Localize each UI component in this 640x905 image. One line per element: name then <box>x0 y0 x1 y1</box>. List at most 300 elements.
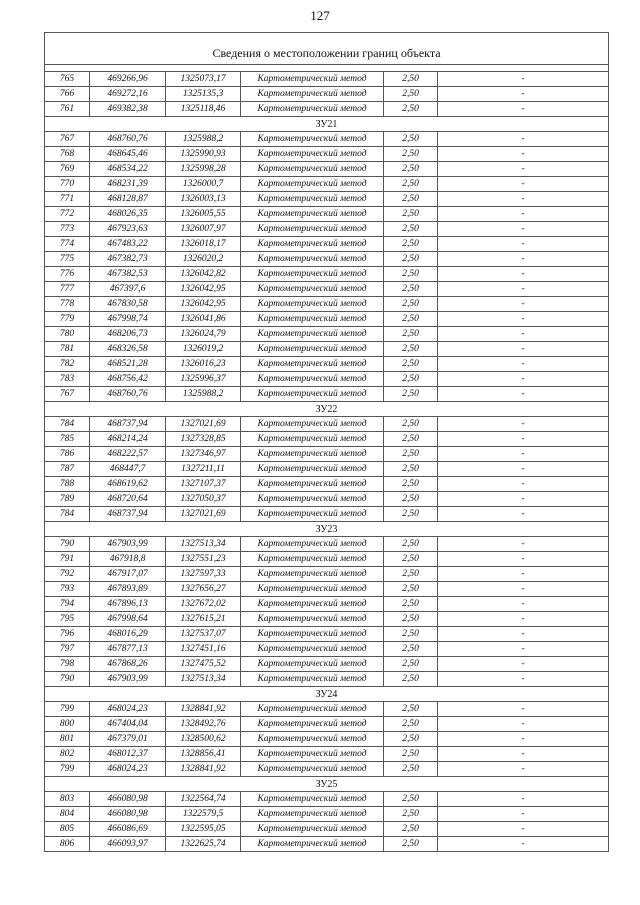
method-cell: Картометрический метод <box>241 207 384 222</box>
y-coordinate-cell: 1322595,05 <box>166 822 241 837</box>
y-coordinate-cell: 1327656,27 <box>166 582 241 597</box>
x-coordinate-cell: 467404,04 <box>90 717 166 732</box>
point-number-cell: 777 <box>45 282 90 297</box>
point-number-cell: 790 <box>45 672 90 687</box>
accuracy-cell: 2,50 <box>384 252 438 267</box>
method-cell: Картометрический метод <box>241 177 384 192</box>
y-coordinate-cell: 1325988,2 <box>166 132 241 147</box>
table-row <box>45 372 609 387</box>
description-cell: - <box>438 267 609 282</box>
table-row <box>45 747 609 762</box>
y-coordinate-cell: 1325118,46 <box>166 102 241 117</box>
description-cell: - <box>438 717 609 732</box>
point-number-cell: 766 <box>45 87 90 102</box>
description-cell: - <box>438 72 609 87</box>
x-coordinate-cell: 467379,01 <box>90 732 166 747</box>
point-number-cell: 776 <box>45 267 90 282</box>
accuracy-cell: 2,50 <box>384 207 438 222</box>
table-row <box>45 717 609 732</box>
method-cell: Картометрический метод <box>241 537 384 552</box>
x-coordinate-cell: 468720,64 <box>90 492 166 507</box>
x-coordinate-cell: 468222,57 <box>90 447 166 462</box>
table-row <box>45 702 609 717</box>
x-coordinate-cell: 467382,73 <box>90 252 166 267</box>
x-coordinate-cell: 468447,7 <box>90 462 166 477</box>
description-cell: - <box>438 582 609 597</box>
table-row <box>45 657 609 672</box>
y-coordinate-cell: 1327346,97 <box>166 447 241 462</box>
description-cell: - <box>438 507 609 522</box>
y-coordinate-cell: 1327672,02 <box>166 597 241 612</box>
method-cell: Картометрический метод <box>241 462 384 477</box>
method-cell: Картометрический метод <box>241 792 384 807</box>
y-coordinate-cell: 1326005,55 <box>166 207 241 222</box>
x-coordinate-cell: 467998,74 <box>90 312 166 327</box>
x-coordinate-cell: 467877,13 <box>90 642 166 657</box>
table-row <box>45 477 609 492</box>
method-cell: Картометрический метод <box>241 372 384 387</box>
x-coordinate-cell: 468737,94 <box>90 507 166 522</box>
description-cell: - <box>438 537 609 552</box>
method-cell: Картометрический метод <box>241 717 384 732</box>
y-coordinate-cell: 1327597,33 <box>166 567 241 582</box>
description-cell: - <box>438 147 609 162</box>
accuracy-cell: 2,50 <box>384 747 438 762</box>
table-row <box>45 72 609 87</box>
table-row <box>45 327 609 342</box>
method-cell: Картометрический метод <box>241 132 384 147</box>
accuracy-cell: 2,50 <box>384 462 438 477</box>
method-cell: Картометрический метод <box>241 252 384 267</box>
description-cell: - <box>438 837 609 852</box>
table-row <box>45 417 609 432</box>
method-cell: Картометрический метод <box>241 357 384 372</box>
table-row <box>45 762 609 777</box>
accuracy-cell: 2,50 <box>384 387 438 402</box>
description-cell: - <box>438 207 609 222</box>
accuracy-cell: 2,50 <box>384 657 438 672</box>
description-cell: - <box>438 492 609 507</box>
table-row <box>45 567 609 582</box>
y-coordinate-cell: 1327451,16 <box>166 642 241 657</box>
group-header-row <box>45 402 609 417</box>
accuracy-cell: 2,50 <box>384 297 438 312</box>
point-number-cell: 791 <box>45 552 90 567</box>
point-number-cell: 765 <box>45 72 90 87</box>
table-row <box>45 447 609 462</box>
x-coordinate-cell: 467903,99 <box>90 672 166 687</box>
description-cell: - <box>438 462 609 477</box>
point-number-cell: 771 <box>45 192 90 207</box>
description-cell: - <box>438 327 609 342</box>
point-number-cell: 798 <box>45 657 90 672</box>
accuracy-cell: 2,50 <box>384 192 438 207</box>
point-number-cell: 788 <box>45 477 90 492</box>
table-row <box>45 582 609 597</box>
y-coordinate-cell: 1327513,34 <box>166 537 241 552</box>
accuracy-cell: 2,50 <box>384 672 438 687</box>
description-cell: - <box>438 357 609 372</box>
x-coordinate-cell: 466080,98 <box>90 807 166 822</box>
method-cell: Картометрический метод <box>241 657 384 672</box>
accuracy-cell: 2,50 <box>384 717 438 732</box>
point-number-cell: 772 <box>45 207 90 222</box>
description-cell: - <box>438 282 609 297</box>
table-row <box>45 282 609 297</box>
x-coordinate-cell: 469272,16 <box>90 87 166 102</box>
method-cell: Картометрический метод <box>241 612 384 627</box>
accuracy-cell: 2,50 <box>384 282 438 297</box>
boundary-coordinates-table <box>44 32 609 852</box>
x-coordinate-cell: 467998,64 <box>90 612 166 627</box>
point-number-cell: 786 <box>45 447 90 462</box>
method-cell: Картометрический метод <box>241 282 384 297</box>
description-cell: - <box>438 732 609 747</box>
description-cell: - <box>438 642 609 657</box>
point-number-cell: 800 <box>45 717 90 732</box>
accuracy-cell: 2,50 <box>384 807 438 822</box>
point-number-cell: 778 <box>45 297 90 312</box>
method-cell: Картометрический метод <box>241 297 384 312</box>
point-number-cell: 785 <box>45 432 90 447</box>
x-coordinate-cell: 467868,26 <box>90 657 166 672</box>
point-number-cell: 767 <box>45 132 90 147</box>
table-row <box>45 612 609 627</box>
point-number-cell: 796 <box>45 627 90 642</box>
y-coordinate-cell: 1327328,85 <box>166 432 241 447</box>
y-coordinate-cell: 1327537,07 <box>166 627 241 642</box>
description-cell: - <box>438 417 609 432</box>
description-cell: - <box>438 762 609 777</box>
point-number-cell: 770 <box>45 177 90 192</box>
table-row <box>45 132 609 147</box>
method-cell: Картометрический метод <box>241 417 384 432</box>
description-cell: - <box>438 252 609 267</box>
method-cell: Картометрический метод <box>241 447 384 462</box>
table-row <box>45 507 609 522</box>
point-number-cell: 802 <box>45 747 90 762</box>
point-number-cell: 784 <box>45 417 90 432</box>
x-coordinate-cell: 468231,39 <box>90 177 166 192</box>
table-row <box>45 807 609 822</box>
y-coordinate-cell: 1326042,82 <box>166 267 241 282</box>
point-number-cell: 780 <box>45 327 90 342</box>
y-coordinate-cell: 1325073,17 <box>166 72 241 87</box>
group-label: ЗУ24 <box>45 687 609 702</box>
group-label: ЗУ22 <box>45 402 609 417</box>
group-header-row <box>45 687 609 702</box>
method-cell: Картометрический метод <box>241 807 384 822</box>
y-coordinate-cell: 1328856,41 <box>166 747 241 762</box>
y-coordinate-cell: 1325135,3 <box>166 87 241 102</box>
point-number-cell: 761 <box>45 102 90 117</box>
method-cell: Картометрический метод <box>241 312 384 327</box>
accuracy-cell: 2,50 <box>384 627 438 642</box>
description-cell: - <box>438 807 609 822</box>
x-coordinate-cell: 468012,37 <box>90 747 166 762</box>
table-row <box>45 432 609 447</box>
method-cell: Картометрический метод <box>241 432 384 447</box>
point-number-cell: 797 <box>45 642 90 657</box>
table-row <box>45 162 609 177</box>
accuracy-cell: 2,50 <box>384 372 438 387</box>
description-cell: - <box>438 627 609 642</box>
description-cell: - <box>438 432 609 447</box>
group-label: ЗУ23 <box>45 522 609 537</box>
method-cell: Картометрический метод <box>241 237 384 252</box>
y-coordinate-cell: 1327021,69 <box>166 417 241 432</box>
point-number-cell: 783 <box>45 372 90 387</box>
accuracy-cell: 2,50 <box>384 822 438 837</box>
method-cell: Картометрический метод <box>241 582 384 597</box>
x-coordinate-cell: 468645,46 <box>90 147 166 162</box>
x-coordinate-cell: 466080,98 <box>90 792 166 807</box>
description-cell: - <box>438 747 609 762</box>
y-coordinate-cell: 1325990,93 <box>166 147 241 162</box>
x-coordinate-cell: 468737,94 <box>90 417 166 432</box>
table-title: Сведения о местоположении границ объекта <box>45 33 609 65</box>
accuracy-cell: 2,50 <box>384 222 438 237</box>
table-row <box>45 357 609 372</box>
x-coordinate-cell: 468534,22 <box>90 162 166 177</box>
group-header-row <box>45 522 609 537</box>
point-number-cell: 774 <box>45 237 90 252</box>
accuracy-cell: 2,50 <box>384 597 438 612</box>
point-number-cell: 790 <box>45 537 90 552</box>
point-number-cell: 769 <box>45 162 90 177</box>
accuracy-cell: 2,50 <box>384 762 438 777</box>
accuracy-cell: 2,50 <box>384 267 438 282</box>
description-cell: - <box>438 342 609 357</box>
table-row <box>45 222 609 237</box>
method-cell: Картометрический метод <box>241 822 384 837</box>
x-coordinate-cell: 468026,35 <box>90 207 166 222</box>
table-row <box>45 297 609 312</box>
accuracy-cell: 2,50 <box>384 552 438 567</box>
accuracy-cell: 2,50 <box>384 177 438 192</box>
accuracy-cell: 2,50 <box>384 312 438 327</box>
accuracy-cell: 2,50 <box>384 342 438 357</box>
y-coordinate-cell: 1326042,95 <box>166 297 241 312</box>
group-label: ЗУ21 <box>45 117 609 132</box>
description-cell: - <box>438 387 609 402</box>
method-cell: Картометрический метод <box>241 477 384 492</box>
group-header-row <box>45 117 609 132</box>
x-coordinate-cell: 468128,87 <box>90 192 166 207</box>
table-row <box>45 207 609 222</box>
description-cell: - <box>438 612 609 627</box>
method-cell: Картометрический метод <box>241 87 384 102</box>
accuracy-cell: 2,50 <box>384 327 438 342</box>
point-number-cell: 799 <box>45 702 90 717</box>
method-cell: Картометрический метод <box>241 162 384 177</box>
method-cell: Картометрический метод <box>241 627 384 642</box>
method-cell: Картометрический метод <box>241 732 384 747</box>
point-number-cell: 781 <box>45 342 90 357</box>
table-row <box>45 537 609 552</box>
accuracy-cell: 2,50 <box>384 477 438 492</box>
y-coordinate-cell: 1326016,23 <box>166 357 241 372</box>
table-row <box>45 732 609 747</box>
accuracy-cell: 2,50 <box>384 237 438 252</box>
x-coordinate-cell: 469266,96 <box>90 72 166 87</box>
accuracy-cell: 2,50 <box>384 147 438 162</box>
x-coordinate-cell: 467830,58 <box>90 297 166 312</box>
accuracy-cell: 2,50 <box>384 72 438 87</box>
method-cell: Картометрический метод <box>241 672 384 687</box>
table-row <box>45 177 609 192</box>
y-coordinate-cell: 1327475,52 <box>166 657 241 672</box>
accuracy-cell: 2,50 <box>384 417 438 432</box>
y-coordinate-cell: 1327211,11 <box>166 462 241 477</box>
description-cell: - <box>438 702 609 717</box>
y-coordinate-cell: 1325988,2 <box>166 387 241 402</box>
x-coordinate-cell: 468760,76 <box>90 387 166 402</box>
y-coordinate-cell: 1327050,37 <box>166 492 241 507</box>
y-coordinate-cell: 1325998,28 <box>166 162 241 177</box>
y-coordinate-cell: 1326020,2 <box>166 252 241 267</box>
accuracy-cell: 2,50 <box>384 702 438 717</box>
point-number-cell: 787 <box>45 462 90 477</box>
point-number-cell: 805 <box>45 822 90 837</box>
x-coordinate-cell: 468206,73 <box>90 327 166 342</box>
method-cell: Картометрический метод <box>241 507 384 522</box>
table-row <box>45 252 609 267</box>
y-coordinate-cell: 1326042,95 <box>166 282 241 297</box>
y-coordinate-cell: 1328841,92 <box>166 762 241 777</box>
table-row <box>45 147 609 162</box>
point-number-cell: 794 <box>45 597 90 612</box>
x-coordinate-cell: 469382,38 <box>90 102 166 117</box>
description-cell: - <box>438 822 609 837</box>
y-coordinate-cell: 1322625,74 <box>166 837 241 852</box>
y-coordinate-cell: 1326041,86 <box>166 312 241 327</box>
description-cell: - <box>438 567 609 582</box>
point-number-cell: 806 <box>45 837 90 852</box>
x-coordinate-cell: 467397,6 <box>90 282 166 297</box>
method-cell: Картометрический метод <box>241 762 384 777</box>
description-cell: - <box>438 447 609 462</box>
accuracy-cell: 2,50 <box>384 432 438 447</box>
x-coordinate-cell: 468760,76 <box>90 132 166 147</box>
table-row <box>45 462 609 477</box>
point-number-cell: 793 <box>45 582 90 597</box>
accuracy-cell: 2,50 <box>384 732 438 747</box>
description-cell: - <box>438 792 609 807</box>
description-cell: - <box>438 312 609 327</box>
x-coordinate-cell: 468521,28 <box>90 357 166 372</box>
x-coordinate-cell: 467917,07 <box>90 567 166 582</box>
method-cell: Картометрический метод <box>241 702 384 717</box>
y-coordinate-cell: 1327107,37 <box>166 477 241 492</box>
y-coordinate-cell: 1328841,92 <box>166 702 241 717</box>
y-coordinate-cell: 1322579,5 <box>166 807 241 822</box>
x-coordinate-cell: 468024,23 <box>90 702 166 717</box>
method-cell: Картометрический метод <box>241 327 384 342</box>
point-number-cell: 792 <box>45 567 90 582</box>
accuracy-cell: 2,50 <box>384 507 438 522</box>
method-cell: Картометрический метод <box>241 387 384 402</box>
point-number-cell: 784 <box>45 507 90 522</box>
y-coordinate-cell: 1328492,76 <box>166 717 241 732</box>
method-cell: Картометрический метод <box>241 552 384 567</box>
table-row <box>45 597 609 612</box>
table-row <box>45 192 609 207</box>
y-coordinate-cell: 1322564,74 <box>166 792 241 807</box>
table-spacer-cell <box>45 65 609 72</box>
accuracy-cell: 2,50 <box>384 642 438 657</box>
y-coordinate-cell: 1325996,37 <box>166 372 241 387</box>
accuracy-cell: 2,50 <box>384 357 438 372</box>
x-coordinate-cell: 468326,58 <box>90 342 166 357</box>
table-row <box>45 627 609 642</box>
description-cell: - <box>438 162 609 177</box>
y-coordinate-cell: 1327021,69 <box>166 507 241 522</box>
accuracy-cell: 2,50 <box>384 162 438 177</box>
y-coordinate-cell: 1327551,23 <box>166 552 241 567</box>
description-cell: - <box>438 477 609 492</box>
method-cell: Картометрический метод <box>241 72 384 87</box>
table-spacer-row <box>45 65 609 72</box>
point-number-cell: 801 <box>45 732 90 747</box>
point-number-cell: 767 <box>45 387 90 402</box>
table-body <box>45 33 609 852</box>
y-coordinate-cell: 1326007,97 <box>166 222 241 237</box>
table-row <box>45 492 609 507</box>
description-cell: - <box>438 222 609 237</box>
description-cell: - <box>438 297 609 312</box>
x-coordinate-cell: 468024,23 <box>90 762 166 777</box>
accuracy-cell: 2,50 <box>384 132 438 147</box>
point-number-cell: 782 <box>45 357 90 372</box>
description-cell: - <box>438 552 609 567</box>
y-coordinate-cell: 1328500,62 <box>166 732 241 747</box>
method-cell: Картометрический метод <box>241 147 384 162</box>
y-coordinate-cell: 1326018,17 <box>166 237 241 252</box>
accuracy-cell: 2,50 <box>384 447 438 462</box>
description-cell: - <box>438 597 609 612</box>
point-number-cell: 803 <box>45 792 90 807</box>
x-coordinate-cell: 467483,22 <box>90 237 166 252</box>
accuracy-cell: 2,50 <box>384 102 438 117</box>
point-number-cell: 795 <box>45 612 90 627</box>
point-number-cell: 779 <box>45 312 90 327</box>
x-coordinate-cell: 466086,69 <box>90 822 166 837</box>
x-coordinate-cell: 467903,99 <box>90 537 166 552</box>
description-cell: - <box>438 177 609 192</box>
description-cell: - <box>438 192 609 207</box>
method-cell: Картометрический метод <box>241 567 384 582</box>
table-row <box>45 792 609 807</box>
accuracy-cell: 2,50 <box>384 87 438 102</box>
accuracy-cell: 2,50 <box>384 537 438 552</box>
description-cell: - <box>438 657 609 672</box>
table-row <box>45 837 609 852</box>
table-row <box>45 237 609 252</box>
y-coordinate-cell: 1326024,79 <box>166 327 241 342</box>
method-cell: Картометрический метод <box>241 597 384 612</box>
method-cell: Картометрический метод <box>241 192 384 207</box>
table-row <box>45 102 609 117</box>
method-cell: Картометрический метод <box>241 837 384 852</box>
table-row <box>45 822 609 837</box>
x-coordinate-cell: 467918,8 <box>90 552 166 567</box>
table-row <box>45 552 609 567</box>
description-cell: - <box>438 132 609 147</box>
x-coordinate-cell: 467382,53 <box>90 267 166 282</box>
accuracy-cell: 2,50 <box>384 612 438 627</box>
group-header-row <box>45 777 609 792</box>
